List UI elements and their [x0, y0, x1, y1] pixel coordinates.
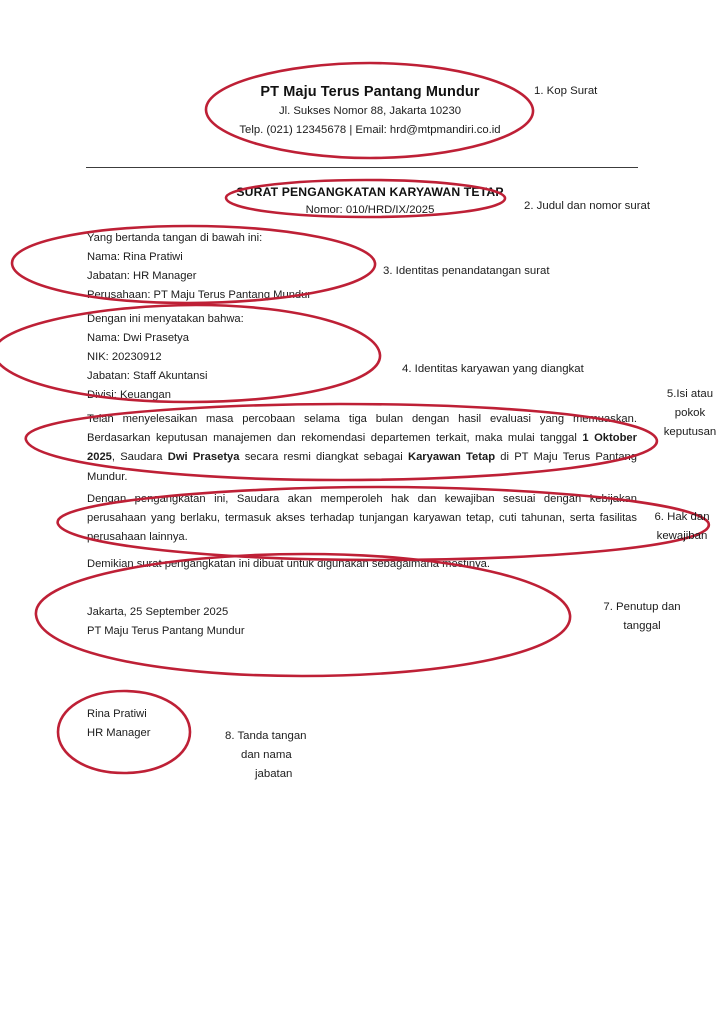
signer-name: Nama: Rina Pratiwi	[87, 251, 183, 263]
decision-employment-status: Karyawan Tetap	[407, 451, 496, 464]
employee-division: Divisi: Keuangan	[87, 389, 171, 401]
employee-intro: Dengan ini menyatakan bahwa:	[87, 313, 244, 325]
employee-name: Nama: Dwi Prasetya	[87, 332, 189, 344]
closing-place-date: Jakarta, 25 September 2025	[87, 606, 229, 618]
annotation-6-line2: kewajiban	[656, 530, 708, 542]
company-name: PT Maju Terus Pantang Mundur	[260, 84, 480, 100]
signer-intro: Yang bertanda tangan di bawah ini:	[87, 232, 263, 244]
annotation-6-line1: 6. Hak dan	[654, 511, 710, 523]
signer-company: Perusahaan: PT Maju Terus Pantang Mundur	[87, 289, 312, 301]
employee-position: Jabatan: Staff Akuntansi	[87, 370, 208, 382]
paragraph-rights-obligations: Dengan pengangkatan ini, Saudara akan memperoleh hak dan kewajiban sesuai dengan kebijakan perusahaan yang berlaku, termasuk akses terhadap tunjangan karyawan tetap, cuti tahunan, serta fasilitas perusahaan lainnya.	[87, 493, 637, 544]
company-address: Jl. Sukses Nomor 88, Jakarta 10230	[278, 105, 462, 117]
annotation-label-4: 4. Identitas karyawan yang diangkat	[402, 363, 584, 375]
annotation-label-3: 3. Identitas penandatangan surat	[383, 265, 550, 277]
decision-text-part2: , Saudara	[111, 451, 168, 464]
document-title: SURAT PENGANGKATAN KARYAWAN TETAP	[236, 185, 504, 199]
annotation-label-2: 2. Judul dan nomor surat	[524, 200, 651, 212]
annotation-8-line1: 8. Tanda tangan	[225, 730, 307, 742]
document-number: Nomor: 010/HRD/IX/2025	[305, 204, 435, 216]
annotation-8-line3: jabatan	[255, 768, 293, 780]
annotation-label-8	[225, 727, 365, 784]
signature-position: HR Manager	[87, 727, 151, 739]
employee-nik: NIK: 20230912	[87, 351, 162, 363]
annotation-7-line2: tanggal	[623, 620, 661, 632]
title-block	[160, 183, 580, 220]
annotation-5-line3: keputusan	[663, 426, 717, 438]
decision-text-part4: di PT Maju Terus Pantang Mundur.	[87, 451, 638, 483]
decision-effective-date: 1 Oktober 2025	[87, 432, 637, 464]
annotation-5-line1: 5.Isi atau	[666, 388, 714, 400]
signature-name: Rina Pratiwi	[87, 708, 147, 720]
closing-company: PT Maju Terus Pantang Mundur	[87, 625, 245, 637]
annotation-label-1: 1. Kop Surat	[534, 85, 598, 97]
letterhead-divider	[86, 167, 638, 168]
decision-text-part1: Telah menyelesaikan masa percobaan selama tiga bulan dengan hasil evaluasi yang memuaskan. Berdasarkan keputusan manajemen dan rekomendasi departemen terkait, maka mulai tanggal	[87, 413, 637, 445]
decision-text-part3: secara resmi diangkat sebagai	[239, 451, 408, 464]
signer-position: Jabatan: HR Manager	[87, 270, 197, 282]
annotation-7-line1: 7. Penutup dan	[603, 601, 681, 613]
closing-place-date-block	[87, 603, 507, 641]
annotation-label-5	[655, 385, 724, 442]
annotation-8-line2: dan nama	[241, 749, 292, 761]
annotation-label-6	[640, 508, 724, 546]
company-contact: Telp. (021) 12345678 | Email: hrd@mtpmandiri.co.id	[239, 124, 501, 136]
letterhead	[160, 82, 580, 140]
employee-identity-block	[87, 310, 507, 405]
annotation-5-line2: pokok	[674, 407, 706, 419]
paragraph-closing: Demikian surat pengangkatan ini dibuat untuk digunakan sebagaimana mestinya.	[87, 558, 491, 570]
paragraph-decision	[87, 410, 637, 487]
decision-employee-name: Dwi Prasetya	[167, 451, 240, 464]
annotation-label-7	[582, 598, 702, 636]
